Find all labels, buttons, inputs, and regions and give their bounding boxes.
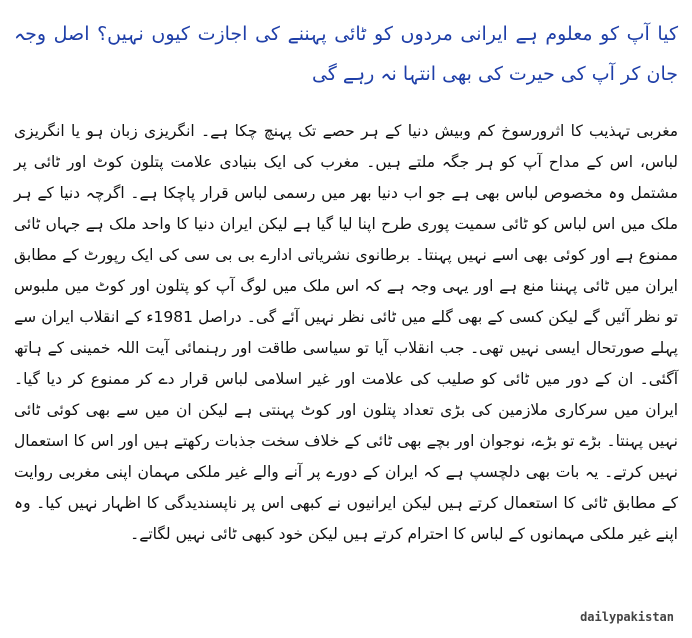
source-watermark: dailypakistan: [580, 610, 674, 624]
article-body: مغربی تہذیب کا اثرورسوخ کم وبیش دنیا کے ہر حصے تک پہنچ چکا ہے۔ انگریزی زبان ہو یا انگریزی لباس، اس کے مداح آپ کو ہر جگہ ملتے ہیں۔ مغرب کی ایک بنیادی علامت پتلون کوٹ اور ٹائی پر مشتمل وہ مخصوص لباس بھی ہے جو اب دنیا بھر میں رسمی لباس قرار پاچکا ہے۔ اگرچہ دنیا کے ہر ملک میں اس لباس کو ٹائی سمیت پوری طرح اپنا لیا گیا ہے لیکن ایران دنیا کا واحد ملک ہے جہاں ٹائی ممنوع ہے اور کوئی بھی اسے نہیں پہنتا۔ برطانوی نشریاتی ادارے بی بی سی کی ایک رپورٹ کے مطابق ایران میں ٹائی پہننا منع ہے اور یہی وجہ ہے کہ اس ملک میں لوگ آپ کو پتلون اور کوٹ میں ملبوس تو نظر آئیں گے لیکن کسی کے بھی گلے میں ٹائی نظر نہیں آئے گی۔ دراصل 1981ء کے انقلاب ایران سے پہلے صورتحال ایسی نہیں تھی۔ جب انقلاب آیا تو سیاسی طاقت اور رہنمائی آیت اللہ خمینی کے ہاتھ آگئی۔ ان کے دور میں ٹائی کو صلیب کی علامت اور غیر اسلامی لباس قرار دے کر ممنوع کر دیا گیا۔ ایران میں سرکاری ملازمین کی بڑی تعداد پتلون اور کوٹ پہنتی ہے لیکن ان میں سے بھی کوئی ٹائی نہیں پہنتا۔ بڑے تو بڑے، نوجوان اور بچے بھی ٹائی کے خلاف سخت جذبات رکھتے ہیں اور اس کا استعمال نہیں کرتے۔ یہ بات بھی دلچسپ ہے کہ ایران کے دورے پر آنے والے غیر ملکی مہمان اپنی مغربی روایت کے مطابق ٹائی کا استعمال کرتے ہیں لیکن ایرانیوں نے کبھی اس پر ناپسندیدگی کا اظہار نہیں کیا۔ وہ اپنے غیر ملکی مہمانوں کے لباس کا احترام کرتے ہیں لیکن خود کبھی ٹائی نہیں لگاتے۔: [14, 122, 678, 543]
article: [14, 14, 678, 550]
article-headline: کیا آپ کو معلوم ہے ایرانی مردوں کو ٹائی پہننے کی اجازت کیوں نہیں؟ اصل وجہ جان کر آپ کی حیرت کی بھی انتہا نہ رہے گی: [14, 23, 678, 85]
